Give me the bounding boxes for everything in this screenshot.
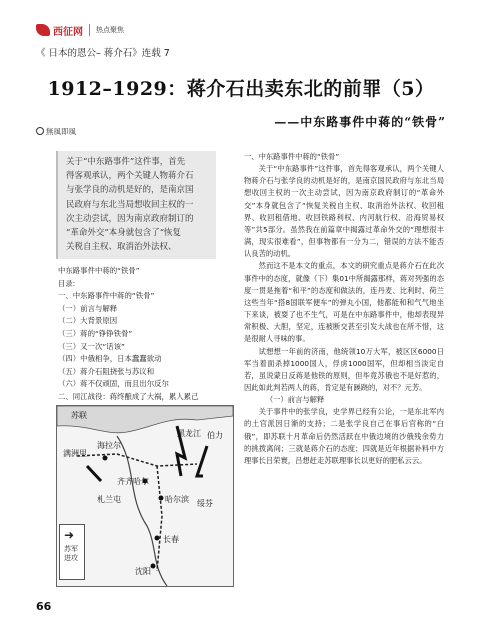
map-label: 黑龙江 [177,429,201,438]
author-icon [36,127,44,135]
header-logo [36,22,132,38]
toc-item: （五）蒋介石阻挠张与苏议和 [58,366,155,376]
body-paragraph: 试想想一年前的济南，他统领10万大军，被区区6000日军当着面杀掉1000国人，俘虏1000国军，但却相当淡定自若，虽说蒙日反蒋是他铁的原则，但毕竟苏俄也不是好惹的，因此如此判若两人的蒋，肯定是有蹊跷的，对不？元芳。 [244,346,444,392]
toc-heading: 中东路事件中蒋的“铁骨” [58,266,140,275]
header-divider [89,24,90,36]
body-paragraph: 关于“中东路事件”这件事，首先得客观承认，两个关键人物蒋介石与张学良的动机是好的，是南京国民政府与东北当局想收回主权的一次主动尝试，因为南京政府制订的“革命外交”本身就包含了“恢复关税自主权、取消治外法权、收回租界、收回租借地、收回铁路利权、内河航行权、沿海贸易权等”共5部分。虽然我在前篇章中揭露过革命外交的“理想很丰满，现实很难看”，但事物都有一分为二，错误的方法不能否认良苦的动机。 [244,164,444,259]
toc-item: （四）中俄相争，日本蠢蠢欲动 [58,354,162,364]
brand-logo-icon [36,24,50,36]
table-of-contents [58,265,228,416]
campaign-map [56,405,234,587]
toc-item: （六）蒋不仅顽固，而且出尔反尔 [58,379,169,389]
column-name: 热点聚焦 [96,26,124,34]
legend-label: 苏军进攻 [64,545,78,562]
map-label: 海拉尔 [97,441,121,450]
toc-label: 目录: [58,278,76,288]
abstract-line: 关税自主权、取消治外法权、 [66,242,177,253]
map-label: 满洲里 [63,449,87,458]
article-subtitle: ——中东路事件中蒋的“铁骨” [274,115,446,129]
abstract-line: 次主动尝试，因为南京政府制订的 [66,213,194,224]
article-title: 1912–1929：蒋介石出卖东北的前罪（5） [47,78,435,100]
brand-name: 西征网 [53,26,83,38]
page-number: 66 [36,600,52,613]
toc-item: （二）大背景原因 [58,316,118,326]
abstract-line: 得客观承认，两个关键人物蒋介石 [66,171,194,182]
body-paragraph: 然而这不是本文的重点，本文的研究重点是蒋介石在此次事件中的态度，就像（下）集01中所揭露那样，蒋对列强的态度一贯是拖着“和平”的态度和做法的，连丹麦、比利时、荷兰这些当年“搭8国联军便车”的弹丸小国，他都能和和气气地坐下来谈，被耍了也不生气，可是在中东路事件中，他却表现异常积极、大胆，坚定，连被断交甚至引发大战也在所不惜，这是很耐人寻味的事。 [244,261,444,344]
sub-heading: （一）前言与解释 [265,395,325,405]
map-legend [59,524,85,580]
map-label: 伯力 [207,431,223,440]
toc-item: 二、同江战役：蒋终酿成了大祸，累人累己 [58,391,199,401]
map-label: 沈阳 [135,567,151,576]
map-label: 长春 [163,535,179,544]
section-heading: 一、中东路事件中蒋的“铁骨” [244,152,340,161]
toc-item: （一）前言与解释 [58,303,118,313]
body-paragraph: 关于事件中的张学良，史学界已经有公论，一是东北军内的土官派因日渐的支持；二是张学良自己在事后官称的“白俄”，即苏联十月革命后仍然活跃在中俄边境的沙俄残余势力的挑拨离间；三就是蒋介石的态度；四就是近年根据补料中方理事长吕荣寰，吕想赶走苏联理事长以更好的肥私云云。 [244,407,444,465]
abstract-line: 民政府与东北当局想收回主权的一 [66,199,194,210]
toc-item: （三）蒋的“铮铮铁骨” [58,328,133,338]
map-label: 札兰屯 [97,495,121,504]
attack-arrow-icon: ➜ [64,528,75,542]
abstract-line: 关于“中东路事件”这件事，首先 [66,157,186,167]
abstract-line: 与张学良的动机是好的，是南京国 [66,185,194,196]
series-title: 《 日本的恩公– 蒋介石》连载 7 [36,48,170,59]
abstract-box [56,151,216,259]
toc-item: 一、中东路事件中蒋的“铁骨” [58,291,155,301]
map-label: 哈尔滨 [165,495,189,504]
author-name: 無風即風 [46,127,76,136]
map-label: 齐齐哈尔 [117,477,149,486]
author-byline [36,126,76,137]
abstract-line: “革命外交”本身就包含了“恢复 [66,228,182,239]
article-body [244,151,444,467]
map-label: 绥芬 [197,499,213,508]
toc-item: （三）又一次“话该” [58,341,125,351]
map-label: 苏联 [71,411,87,420]
